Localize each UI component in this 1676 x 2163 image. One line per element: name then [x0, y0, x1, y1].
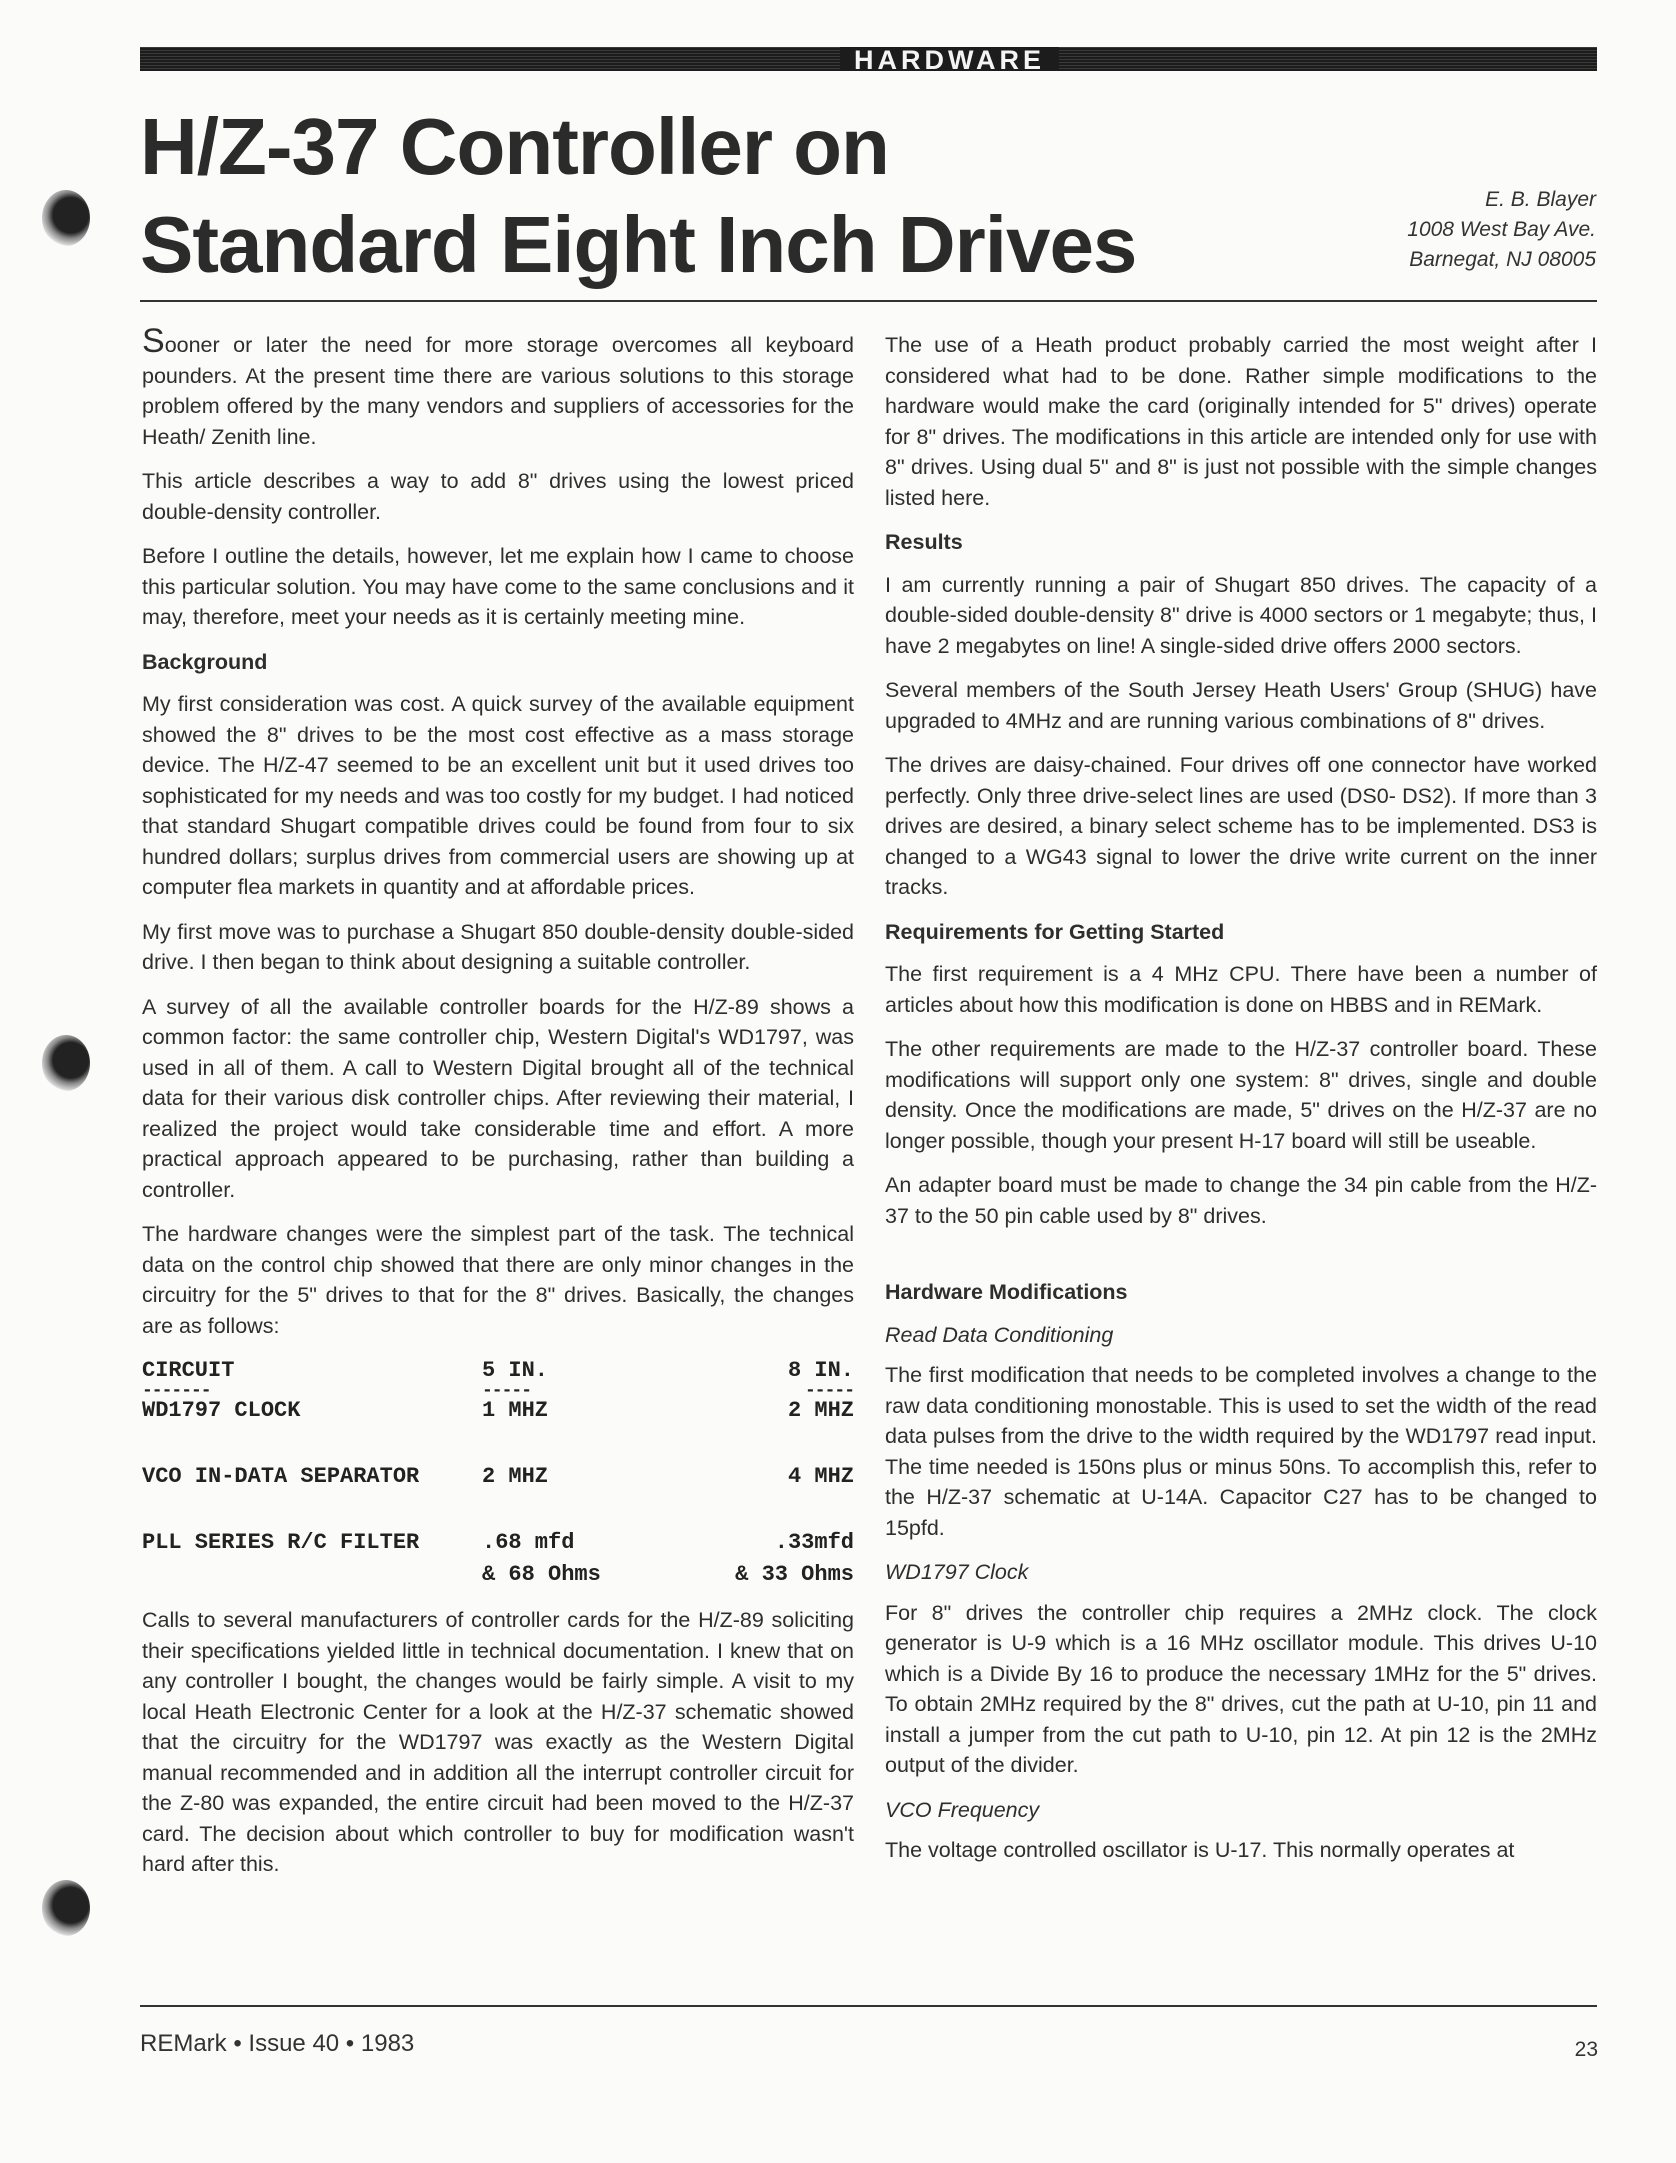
section-heading: Results: [885, 530, 963, 554]
article-title: [140, 98, 1136, 294]
paragraph: Before I outline the details, however, let me explain how I came to choose this particular solution. You may have come to the same conclusions and it may, therefore, meet your needs as it is certainly meeting mine.: [142, 544, 854, 629]
binder-hole-icon: [42, 1035, 90, 1091]
paragraph: Calls to several manufacturers of controller cards for the H/Z-89 soliciting their specifications yielded little in technical documentation. I knew that on any controller I bought, the changes would be fairly simple. A visit to my local Heath Electronic Center for a look at the H/Z-37 schematic showed that the circuitry for the WD1797 was exactly as the Western Digital manual recommended and in addition all the interrupt controller circuit for the Z-80 was expanded, the entire circuit had been moved to the H/Z-37 card. The decision about which controller to buy for modification wasn't hard after this.: [142, 1608, 854, 1876]
table-row: [142, 1461, 854, 1527]
paragraph: The use of a Heath product probably carried the most weight after I considered what had to be done. Rather simple modifications to the hardware would make the card (originally intended for 5" drives) operate for 8" drives. The modifications in this article are intended only for use with 8" drives. Using dual 5" and 8" is just not possible with the simple changes listed here.: [885, 333, 1597, 510]
paragraph: For 8" drives the controller chip requires a 2MHz clock. The clock generator is U-9 which is a 16 MHz oscillator module. This drives U-10 which is a Divide By 16 to produce the necessary 1MHz for the 5" drives. To obtain 2MHz required by the 8" drives, cut the path at U-10, pin 11 and install a jumper from the cut path to U-10, pin 12. At pin 12 is the 2MHz output of the divider.: [885, 1600, 1597, 1777]
table-cell: PLL SERIES R/C FILTER: [142, 1530, 420, 1555]
header-rule: [140, 300, 1597, 302]
subsection-heading: VCO Frequency: [885, 1797, 1040, 1822]
paragraph: The other requirements are made to the H/Z-37 controller board. These modifications will support only one system: 8" drives, single and double density. Once the modifications are made, 5" drives on the H/Z-37 are no longer possible, though your present H-17 board will still be useable.: [885, 1037, 1597, 1153]
table-cell: 4 MHZ: [787, 1464, 854, 1489]
table-cell: WD1797 CLOCK: [142, 1398, 301, 1423]
paragraph: The first requirement is a 4 MHz CPU. There have been a number of articles about how this modification is done on HBBS and in REMark.: [885, 962, 1597, 1017]
title-line-1: H/Z-37 Controller on: [140, 102, 889, 191]
subsection-heading: Read Data Conditioning: [885, 1322, 1114, 1347]
author-name: E. B. Blayer: [1485, 188, 1596, 211]
paragraph: The drives are daisy-chained. Four drives off one connector have worked perfectly. Only three drive-select lines are used (DS0- DS2). If more than 3 drives are desired, a binary select scheme has to be implemented. DS3 is changed to a WG43 signal to lower the drive write current on the inner tracks.: [885, 753, 1597, 899]
subsection-heading: WD1797 Clock: [885, 1560, 1029, 1584]
footer-rule: [140, 2005, 1597, 2007]
table-cell: 2 MHZ: [787, 1398, 854, 1423]
section-heading: Background: [142, 649, 268, 674]
section-heading: Hardware Modifications: [885, 1280, 1128, 1304]
paragraph: Several members of the South Jersey Heath Users' Group (SHUG) have upgraded to 4MHz and are running various combinations of 8" drives.: [885, 678, 1597, 733]
paragraph: The hardware changes were the simplest part of the task. The technical data on the control chip showed that there are only minor changes in the circuitry for the 5" drives to that for the 8" drives. Basically, the changes are as follows:: [142, 1222, 854, 1338]
author-city: Barnegat, NJ 08005: [1409, 248, 1596, 271]
paragraph: Sooner or later the need for more storage overcomes all keyboard pounders. At the present time there are various solutions to this storage problem offered by the many vendors and suppliers of accessories for the Heath/ Zenith line.: [142, 322, 854, 449]
table-cell: 1 MHZ: [482, 1398, 549, 1423]
page-number: 23: [1574, 2038, 1598, 2061]
table-cell: .68 mfd & 68 Ohms: [482, 1530, 601, 1587]
paragraph: I am currently running a pair of Shugart 850 drives. The capacity of a double-sided double-density 8" drive is 4000 sectors or 1 megabyte; thus, I have 2 megabytes on line! A single-sided drive offers 2000 sectors.: [885, 572, 1597, 658]
paragraph: My first consideration was cost. A quick survey of the available equipment showed the 8" drives to be the most cost effective as a mass storage device. The H/Z-47 seemed to be an excellent unit but it used drives too sophisticated for my needs and was too costly for my budget. I had noticed that standard Shugart compatible drives could be found from four to six hundred dollars; surplus drives from commercial users are showing up at computer flea markets in quantity and at affordable prices.: [142, 692, 854, 899]
paragraph: The first modification that needs to be completed involves a change to the raw data conditioning monostable. This is used to set the width of the read data pulses from the drive to the width required by the WD1797 read input. The time needed is 150ns plus or minus 50ns. To accomplish this, refer to the H/Z-37 schematic at U-14A. Capacitor C27 has to be changed to 15pfd.: [885, 1363, 1597, 1540]
table-cell: VCO IN-DATA SEPARATOR: [142, 1464, 420, 1489]
left-column: [142, 322, 854, 1894]
paragraph: My first move was to purchase a Shugart 850 double-density double-sided drive. I then began to think about designing a suitable controller.: [142, 919, 854, 974]
right-column: [885, 330, 1597, 1880]
table-header: 5 IN. -----: [482, 1358, 549, 1401]
paragraph: A survey of all the available controller boards for the H/Z-89 shows a common factor: the same controller chip, Western Digital's WD1797, was used in all of them. A call to Western Digital brought all of the technical data for their various disk controller chips. After reviewing their material, I realized the project would take considerable time and effort. A more practical approach appeared to be purchasing, rather than building a controller.: [142, 994, 854, 1202]
drop-cap: S: [142, 322, 165, 360]
binder-hole-icon: [42, 190, 90, 246]
spacer: [885, 1245, 1597, 1269]
title-line-2: Standard Eight Inch Drives: [140, 200, 1137, 289]
paragraph: An adapter board must be made to change the 34 pin cable from the H/Z-37 to the 50 pin cable used by 8" drives.: [885, 1173, 1597, 1228]
section-heading: Requirements for Getting Started: [885, 919, 1225, 944]
table-cell: .33mfd & 33 Ohms: [735, 1530, 854, 1587]
publication-footer: REMark • Issue 40 • 1983: [140, 2030, 415, 2057]
section-label: HARDWARE: [840, 47, 1059, 71]
section-banner: [140, 45, 1597, 75]
table-header-row: [142, 1355, 854, 1395]
circuit-table: [142, 1355, 854, 1591]
author-block: [1407, 185, 1596, 275]
table-header: CIRCUIT -------: [142, 1358, 235, 1401]
paragraph: The voltage controlled oscillator is U-17. This normally operates at: [885, 1838, 1515, 1862]
paragraph: This article describes a way to add 8" drives using the lowest priced double-density controller.: [142, 469, 854, 524]
table-row: [142, 1395, 854, 1461]
author-street: 1008 West Bay Ave.: [1407, 218, 1596, 241]
binder-hole-icon: [42, 1880, 90, 1936]
table-row: [142, 1527, 854, 1591]
table-cell: 2 MHZ: [482, 1464, 549, 1489]
table-header: 8 IN. -----: [787, 1358, 854, 1401]
